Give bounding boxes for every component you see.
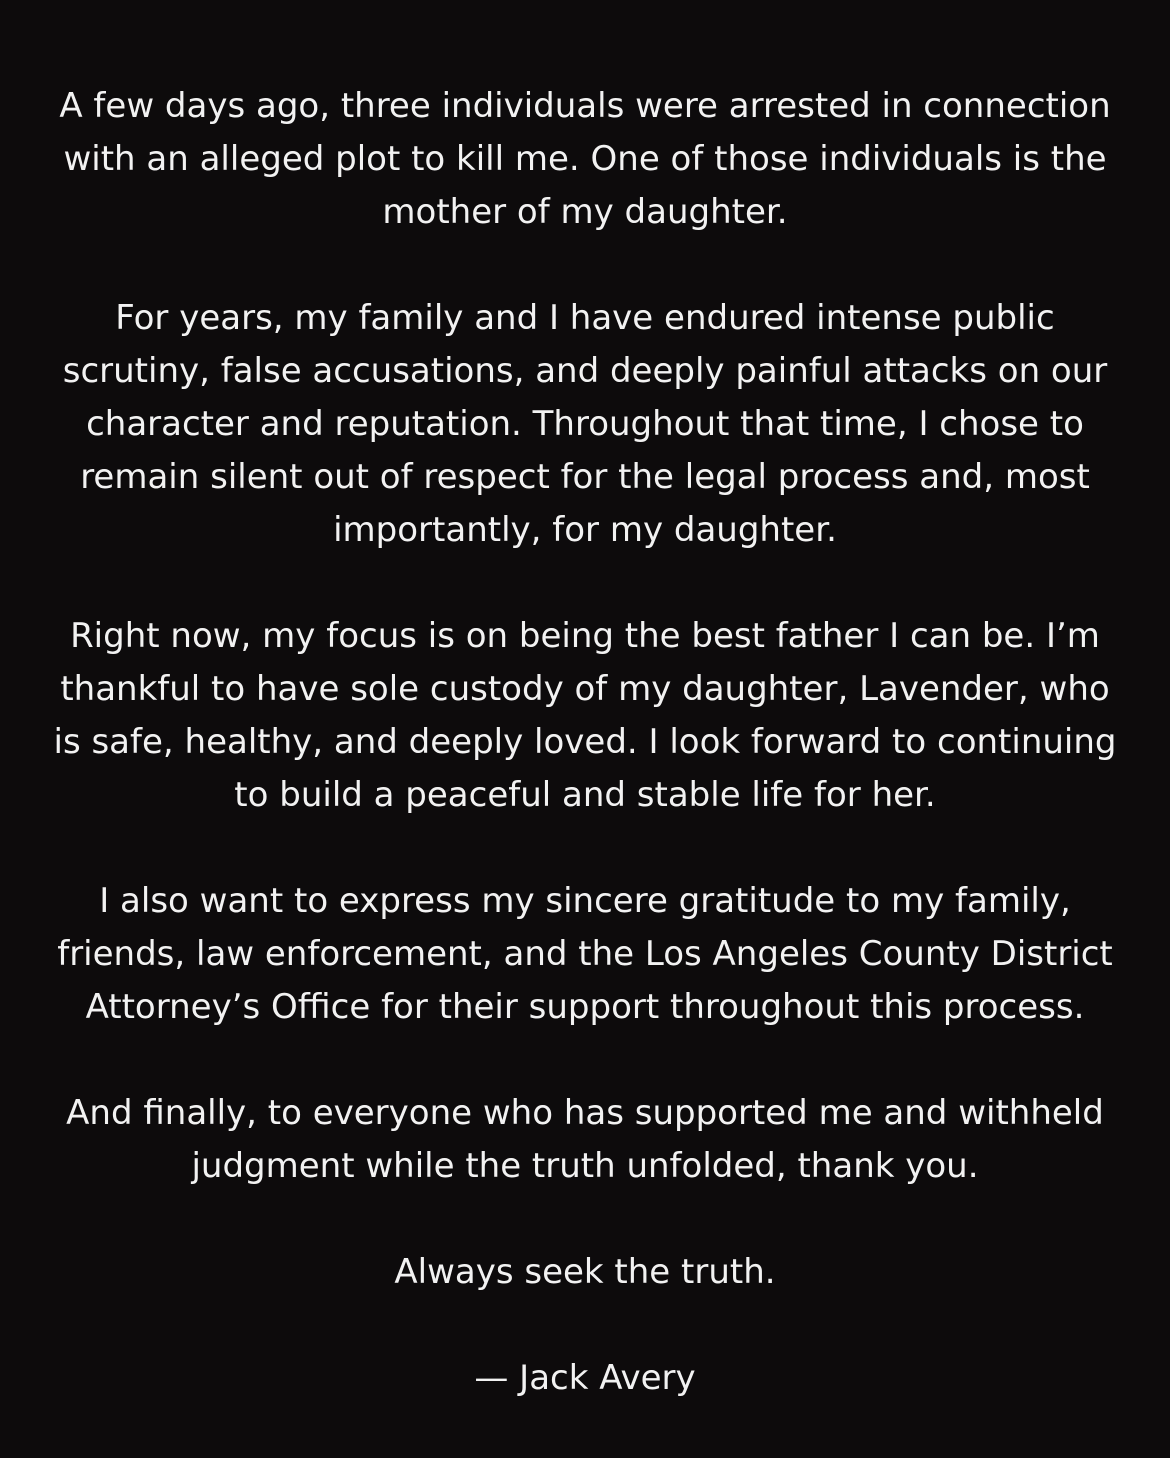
signature: — Jack Avery	[474, 1358, 696, 1398]
paragraph-public-scrutiny: For years, my family and I have endured intense public scrutiny, false accusations, and deeply painful attacks on our character and reputation. Throughout that time, I chose to remain silent out of respect for the legal process and, most importantly, for my daughter.	[62, 298, 1108, 550]
closing-line: Always seek the truth.	[394, 1252, 776, 1292]
paragraph-thanks: And finally, to everyone who has supported me and withheld judgment while the truth unfolded, thank you.	[66, 1093, 1104, 1186]
paragraph-arrest: A few days ago, three individuals were arrested in connection with an alleged plot to kill me. One of those individuals is the mother of my daughter.	[59, 86, 1111, 232]
paragraph-gratitude: I also want to express my sincere gratitude to my family, friends, law enforcement, and the Los Angeles County District Attorney’s Office for their support throughout this process.	[57, 881, 1113, 1027]
statement-body	[0, 80, 1170, 1458]
paragraph-custody: Right now, my focus is on being the best father I can be. I’m thankful to have sole custody of my daughter, Lavender, who is safe, healthy, and deeply loved. I look forward to continuing to build a peaceful and stable life for her.	[53, 616, 1117, 815]
